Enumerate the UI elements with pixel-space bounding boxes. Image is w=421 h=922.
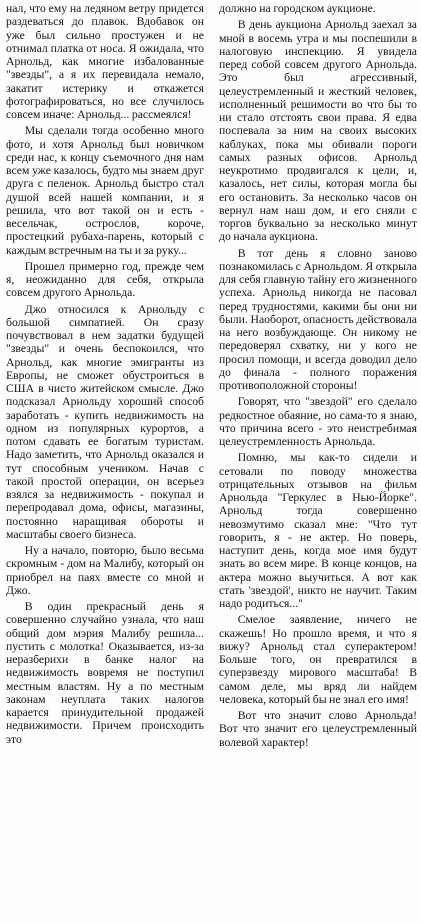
right-column <box>219 2 417 749</box>
paragraph: В один прекрасный день я совершенно случайно узнала, что наш общий дом мэрия Малибу решила... пустить с молотка! Оказывается, из-за неразберихи в банке налог на недвижимость вовремя не поступил местным властям. Ну а по местным законам неуплата таких налогов карается принудительной продажей недвижимости. Причем происходить это <box>6 600 204 746</box>
paragraph: Говорят, что "звездой" его сделало редкостное обаяние, но сама-то я знаю, что причина всего - это неистребимая целеустремленность Арнольда. <box>219 395 417 448</box>
paragraph: В день аукциона Арнольд заехал за мной в восемь утра и мы поспешили в налоговую инспекцию. Я увидела перед собой совсем другого Арнольда. Это был агрессивный, целеустремленный и жесткий человек, исполненный решимости во что бы то ни стало отстоять свои права. Я едва поспевала за ним на своих высоких каблуках, пока мы обивали пороги самых разных офисов. Арнольд неукротимо продвигался к цели, и, казалось, нет силы, которая могла бы его остановить. За несколько часов он вернул нам наш дом, и его сняли с торгов буквально за несколько минут до начала аукциона. <box>219 18 417 244</box>
paragraph: нал, что ему на ледяном ветру придется раздеваться до плавок. Вдобавок он уже был сильно простужен и не отнимал платка от носа. Я ожидала, что Арнольд, как многие избалованные "звезды", а я их перевидала немало, закатит истерику и откажется фотографироваться, но все случилось совсем иначе: Арнольд... рассмеялся! <box>6 2 204 121</box>
paragraph: Вот что значит слово Арнольда! Вот что значит его целеустремленный волевой характер! <box>219 709 417 749</box>
paragraph: Джо относился к Арнольду с большой симпатией. Он сразу почувствовал в нем задатки будущей "звезды" и очень беспокоился, что Арнольд, как многие эмигранты из Европы, не сможет обустроиться в США в чисто житейском смысле. Джо подсказал Арнольду хороший способ заработать - купить недвижимость на одном из популярных курортов, а потом сдавать ее богатым туристам. Надо заметить, что Арнольд оказался и тут способным учеником. Начав с такой простой операции, он всерьез взялся за недвижимость - покупал и перепродавал дома, офисы, магазины, постоянно наращивая обороты и масштабы своего бизнеса. <box>6 302 204 541</box>
paragraph: Смелое заявление, ничего не скажешь! Но прошло время, и что я вижу? Арнольд стал суперактером! Больше того, он превратился в суперзвезду мирового масштаба! В самом деле, мы вряд ли найдем человека, который бы не знал его имя! <box>219 613 417 706</box>
paragraph: В тот день я словно заново познакомилась с Арнольдом. Я открыла для себя главную тайну его жизненного успеха. Арнольд никогда не пасовал перед трудностями, какими бы они ни были. Наоборот, опасность действовала на него возбуждающе. Он никому не передоверял схватку, ни у кого не просил помощи, и всегда доводил дело до финала - полного поражения противоположной стороны! <box>219 246 417 392</box>
paragraph: Ну а начало, повторю, было весьма скромным - дом на Малибу, который он приобрел на паях вместе со мной и Джо. <box>6 544 204 597</box>
paragraph: Прошел примерно год, прежде чем я, неожиданно для себя, открыла совсем другого Арнольда. <box>6 259 204 300</box>
paragraph: Мы сделали тогда особенно много фото, и хотя Арнольд был новичком среди нас, к концу съемочного дня нам всем уже казалось, будто мы знаем друг друга с пеленок. Арнольд быстро стал душой всей нашей компании, и я решила, что вот такой он и есть - весельчак, остросло́в, короче, простецкий рубаха-парень, который с каждым встречным на ты и за руку... <box>6 124 204 257</box>
paragraph: Помню, мы как-то сидели и сетовали по поводу множества отрицательных отзывов на фильм Арнольда "Геркулес в Нью-Йорке". Арнольд тогда совершенно невозмутимо сказал мне: "Что тут говорить, я - не актер. Но поверь, наступит день, когда мое имя будут знать во всем мире. В конце концов, на актера можно выучиться. А вот как стать 'звездой', никто не научит. Таким надо родиться..." <box>219 451 417 610</box>
left-column <box>6 2 204 746</box>
paragraph: должно на городском аукционе. <box>219 2 376 15</box>
